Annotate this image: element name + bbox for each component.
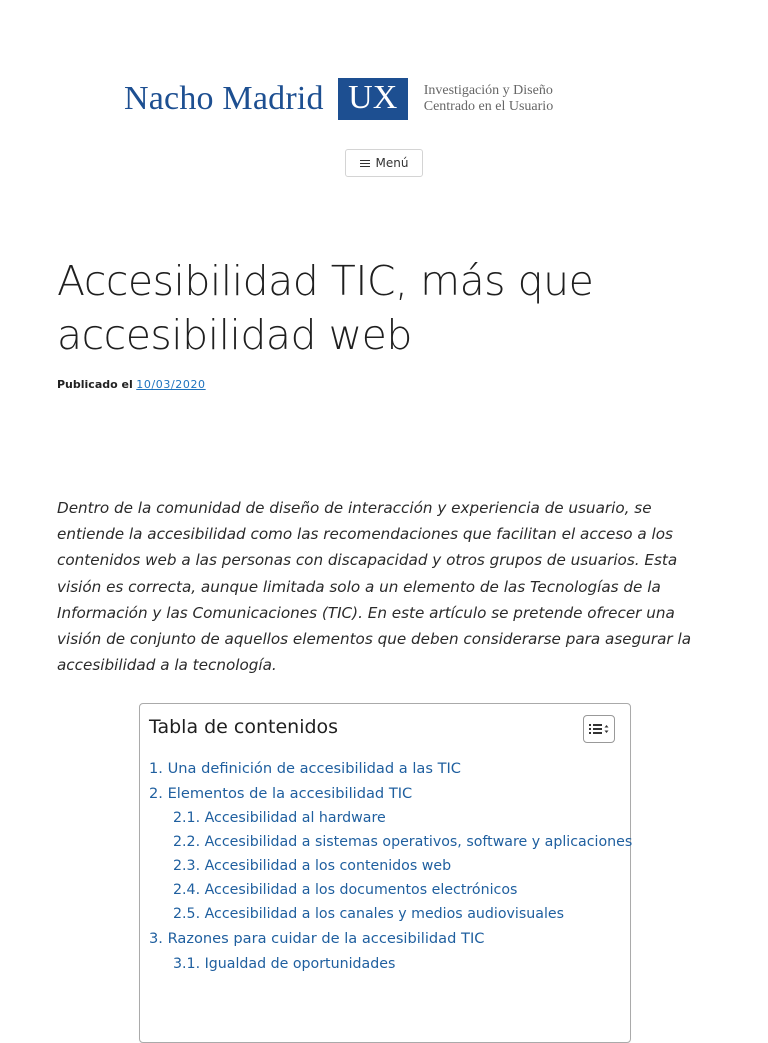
menu-button[interactable] [345,149,423,177]
toc-link[interactable]: 2.2. Accesibilidad a sistemas operativos, software y aplicaciones [173,834,633,851]
toc-title: Tabla de contenidos [149,716,339,738]
site-badge: UX [338,78,408,120]
toc-link[interactable]: 2. Elementos de la accesibilidad TIC [149,785,413,803]
published-label: Publicado el [57,378,133,391]
entry-meta [57,378,206,391]
toc-item [149,926,619,951]
table-of-contents [139,703,631,1043]
toc-link[interactable]: 1. Una definición de accesibilidad a las TIC [149,760,461,777]
toc-item [149,854,619,878]
toc-item [149,756,619,781]
tagline-line-1: Investigación y Diseño [423,83,553,98]
page-title: Accesibilidad TIC, más que accesibilidad web [57,257,594,359]
menu-label: Menú [375,156,409,170]
tagline-line-2: Centrado en el Usuario [423,99,554,114]
toc-link[interactable]: 2.5. Accesibilidad a los canales y medios audiovisuales [173,906,565,923]
toc-item [149,952,619,976]
toc-list [149,756,633,976]
toc-item [149,878,619,902]
site-header [0,0,768,200]
intro-paragraph: Dentro de la comunidad de diseño de interacción y experiencia de usuario, se entiende la accesibilidad como las recomendaciones que facilitan el acceso a los contenidos web a las personas con discapacidad y otros grupos de usuarios. Esta visión es correcta, aunque limitada solo a un elemento de las Tecnologías de la Información y las Comunicaciones (TIC). En este artículo se pretende ofrecer una visión de conjunto de aquellos elementos que deben considerarse para asegurar la accesibilidad a la tecnología. [57,499,691,675]
toc-item [149,806,619,830]
hamburger-icon [360,159,370,168]
toc-link[interactable]: 2.3. Accesibilidad a los contenidos web [173,858,452,875]
site-tagline [424,83,553,115]
toc-item [149,830,633,854]
published-date-link[interactable]: 10/03/2020 [136,378,206,391]
toc-link[interactable]: 2.4. Accesibilidad a los documentos electrónicos [173,882,518,899]
toc-link[interactable]: 3.1. Igualdad de oportunidades [173,955,396,972]
list-toggle-icon [589,723,609,735]
toc-item [149,781,619,806]
toc-toggle-button[interactable] [583,715,615,743]
site-logo[interactable] [124,78,553,120]
toc-link[interactable]: 2.1. Accesibilidad al hardware [173,810,386,827]
toc-item [149,902,619,926]
site-name: Nacho Madrid [124,80,324,117]
toc-link[interactable]: 3. Razones para cuidar de la accesibilidad TIC [149,930,485,948]
